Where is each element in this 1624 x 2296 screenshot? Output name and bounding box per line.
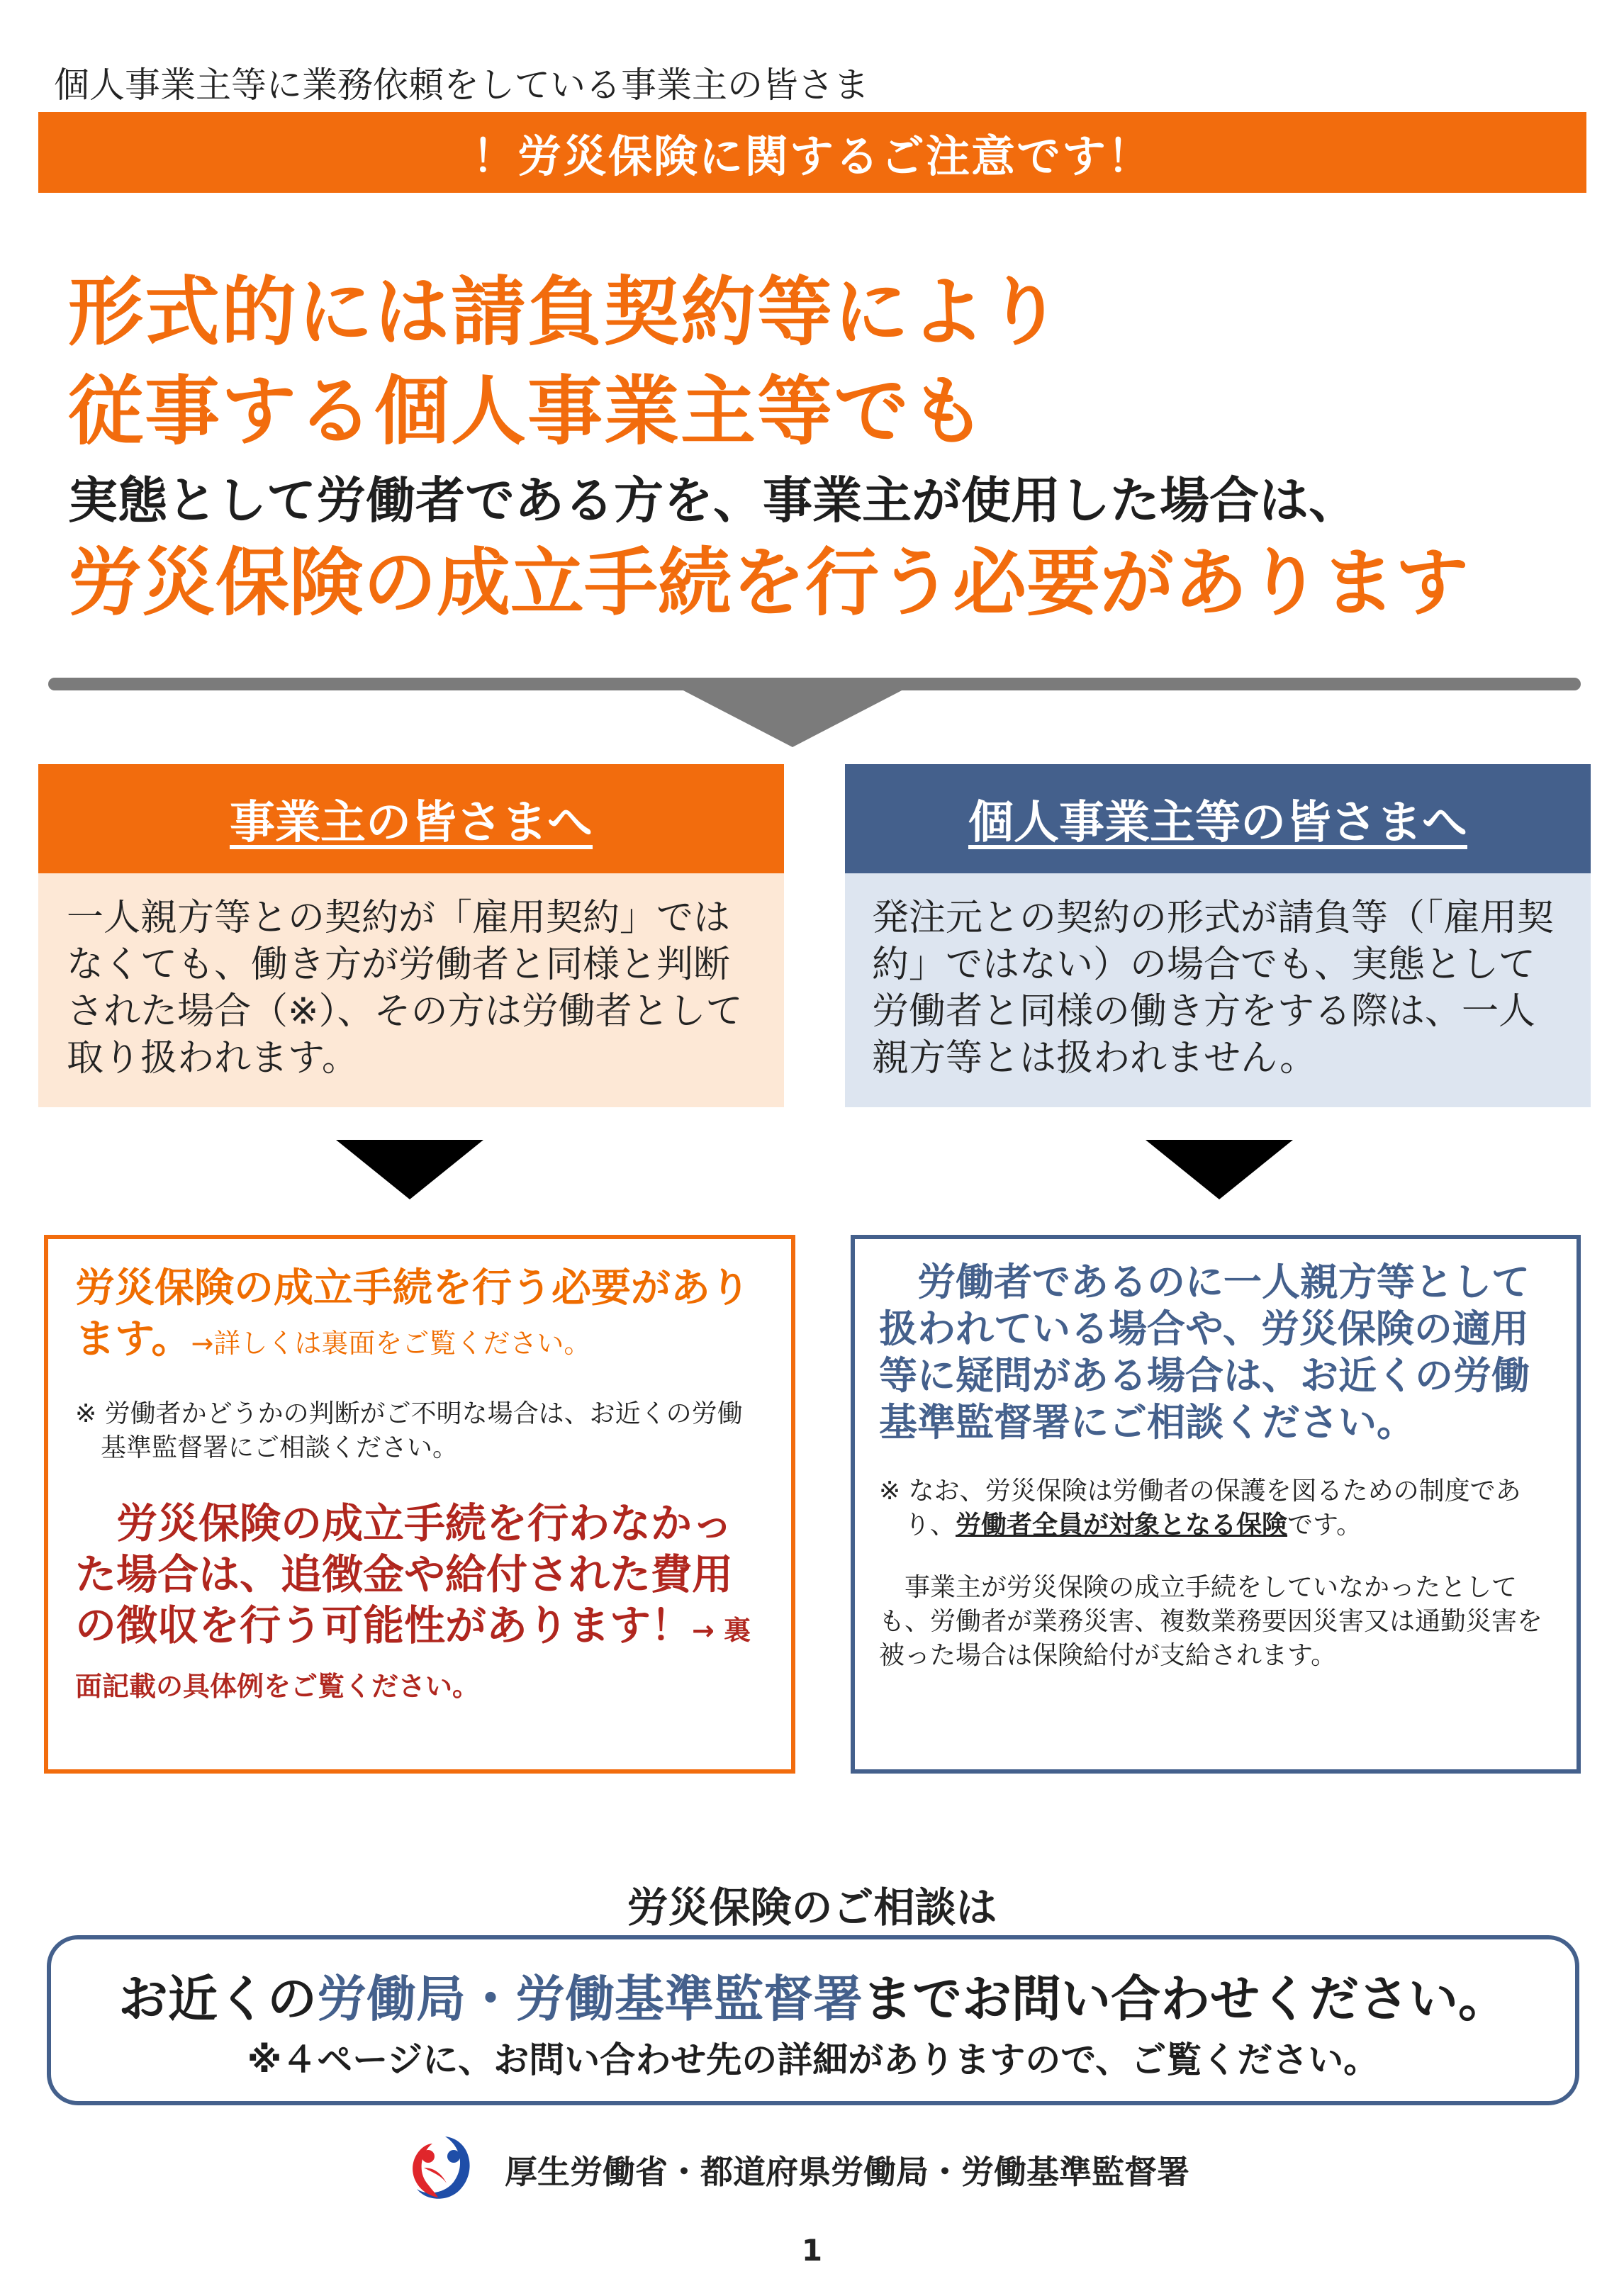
benefit-paragraph: 事業主が労災保険の成立手続をしていなかったとしても、労働者が業務災害、複数業務要因災害又は通勤災害を被った場合は保険給付が支給されます。: [879, 1573, 1543, 1670]
self-employed-body-text: 発注元との契約の形式が請負等（「雇用契約」ではない）の場合でも、実態として労働者と同様の働き方をする際は、一人親方等とは扱われません。: [872, 897, 1555, 1080]
consultation-prefix: お近くの: [118, 1970, 317, 2028]
consultation-suffix: までお問い合わせください。: [863, 1970, 1508, 2028]
consultation-title: 労災保険のご相談は: [627, 1883, 997, 1932]
consultation-box: [47, 1935, 1579, 2105]
coverage-note-text: ※ なお、労災保険は労働者の保護を図るための制度であり、: [879, 1477, 1521, 1540]
employer-requirement-text: 労災保険の成立手続を行う必要があります。: [75, 1265, 750, 1362]
penalty-warning-text: 労災保険の成立手続を行わなかった場合は、追徴金や給付された費用の徴収を行う可能性があります！: [75, 1499, 734, 1650]
self-employed-heading-text: 個人事業主等の皆さまへ: [968, 797, 1467, 849]
headline-line-3: 実態として労働者である方を、事業主が使用した場合は、: [68, 471, 1358, 530]
headline-line-4: 労災保険の成立手続を行う必要があります: [68, 539, 1469, 626]
employer-section-body: [38, 873, 784, 1107]
employer-note: ※ 労働者かどうかの判断がご不明な場合は、お近くの労働基準監督署にご相談ください。: [75, 1399, 743, 1462]
penalty-warning: [75, 1498, 764, 1712]
page-number: 1: [801, 2233, 823, 2268]
see-back-page-link: →詳しくは裏面をご覧ください。: [191, 1328, 591, 1359]
consultation-detail-note: ※４ページに、お問い合わせ先の詳細がありますので、ご覧ください。: [247, 2039, 1379, 2081]
employer-notice-box: [44, 1235, 795, 1774]
employer-section-heading: [38, 764, 784, 873]
divider-arrow-icon: [681, 689, 905, 747]
employer-heading-text: 事業主の皆さまへ: [230, 797, 593, 849]
notice-banner: [38, 112, 1586, 193]
consultation-main-line: [51, 1959, 1575, 2031]
page-subtitle: 個人事業主等に業務依頼をしている事業主の皆さま: [54, 65, 869, 106]
self-employed-section-heading: [845, 764, 1591, 873]
coverage-note-suffix: です。: [1287, 1511, 1362, 1540]
footer-organization: 厚生労働省・都道府県労働局・労働基準監督署: [505, 2153, 1189, 2191]
employer-requirement: [75, 1263, 764, 1369]
down-arrow-icon: [336, 1140, 483, 1199]
headline-line-2: 従事する個人事業主等でも: [68, 368, 987, 455]
see-examples-link: → 裏面記載の具体例をご覧ください。: [75, 1615, 751, 1702]
mhlw-logo-icon: [403, 2128, 481, 2206]
consult-advice: 労働者であるのに一人親方等として扱われている場合や、労災保険の適用等に疑問がある場合は、お近くの労働基準監督署にご相談ください。: [879, 1260, 1530, 1445]
employer-body-text: 一人親方等との契約が「雇用契約」ではなくても、働き方が労働者と同様と判断された場合（※）、その方は労働者として取り扱われます。: [67, 897, 743, 1080]
self-employed-section-body: [845, 873, 1591, 1107]
coverage-note: [879, 1474, 1552, 1542]
notice-banner-text: ！労災保険に関するご注意です！: [471, 130, 1153, 182]
coverage-note-emphasis: 労働者全員が対象となる保険: [956, 1511, 1288, 1540]
consultation-offices: 労働局・労働基準監督署: [317, 1970, 863, 2028]
headline-line-1: 形式的には請負契約等により: [68, 269, 1063, 356]
self-employed-notice-box: [851, 1235, 1581, 1774]
down-arrow-icon: [1146, 1140, 1293, 1199]
